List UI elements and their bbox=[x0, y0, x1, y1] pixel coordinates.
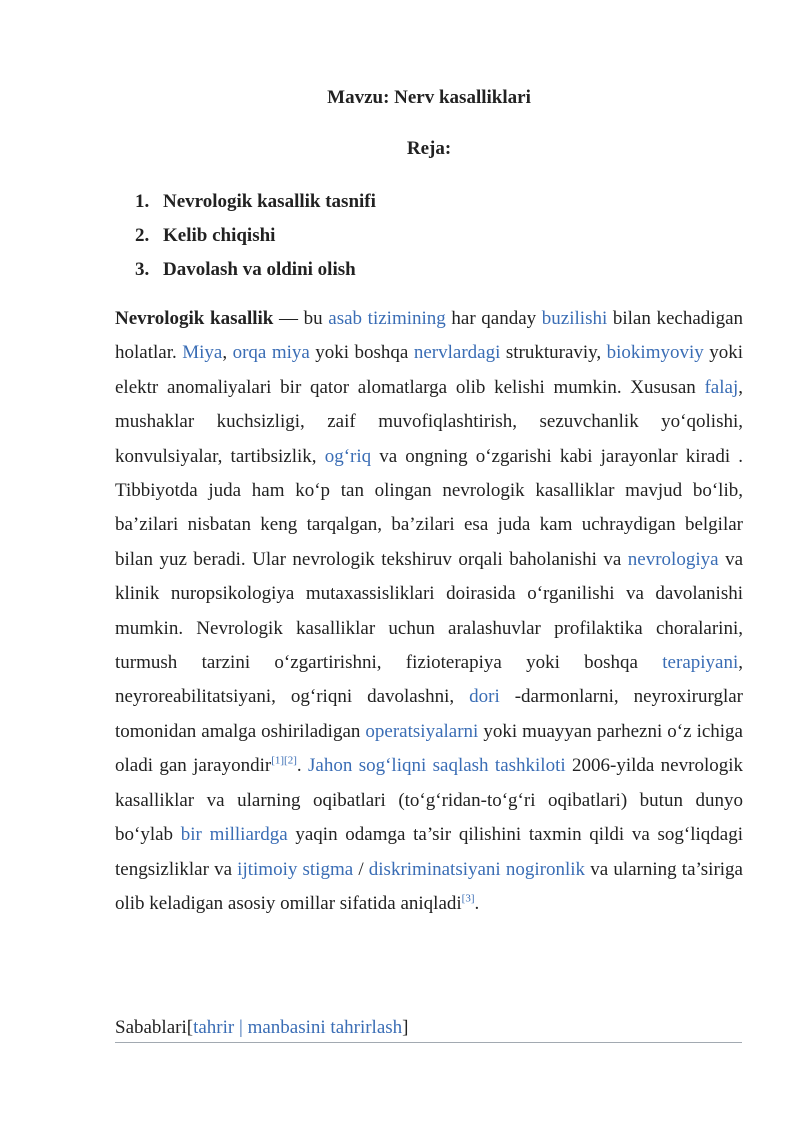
text-run: 2006-yilda nevrologik kasalliklar va ularning oqibatlari (to‘g‘ridan-to‘g‘ri oqibatlari) butun dunyo bo‘ylab bbox=[115, 755, 743, 846]
term-bold: Nevrologik kasallik bbox=[115, 308, 274, 329]
article-body bbox=[115, 302, 743, 921]
text-run: / bbox=[353, 858, 369, 880]
text-run: , mushaklar kuchsizligi, zaif muvofiqlashtirish, sezuvchanlik yo‘qolishi, konvulsiyalar, tartibsizlik, bbox=[115, 376, 743, 467]
text-run: -darmonlarni, neyroxirurglar tomonidan amalga oshiriladigan bbox=[115, 686, 744, 742]
text-run: va ularning ta’siriga olib keladigan asosiy omillar sifatida aniqladi bbox=[115, 858, 743, 914]
text-run: yoki muayyan parhezni o‘z ichiga oladi gan jarayondir bbox=[115, 720, 743, 777]
edit-source-link[interactable]: manbasini tahrirlash bbox=[247, 1017, 403, 1038]
link-ijtimoiy-stigma[interactable]: ijtimoiy stigma bbox=[237, 858, 354, 880]
section-title: Sabablari bbox=[115, 1017, 187, 1038]
footnote-ref-3[interactable]: [3] bbox=[461, 892, 475, 905]
link-miya[interactable]: Miya bbox=[182, 342, 223, 364]
plan-heading: Reja: bbox=[406, 138, 452, 159]
plan-item bbox=[135, 219, 376, 253]
plan-list bbox=[135, 185, 376, 287]
plan-item bbox=[135, 185, 376, 219]
text-run: bilan kechadigan holatlar. bbox=[115, 308, 744, 364]
edit-bracket-open: [ bbox=[186, 1017, 194, 1038]
link-asab[interactable]: asab bbox=[328, 308, 363, 329]
text-run: . bbox=[296, 755, 309, 777]
link-tizimining[interactable]: tizimining bbox=[367, 308, 446, 329]
text-run: strukturaviy, bbox=[500, 342, 607, 364]
link-bir-milliardga[interactable]: bir milliardga bbox=[180, 824, 288, 846]
link-dori[interactable]: dori bbox=[469, 686, 500, 708]
edit-link[interactable]: tahrir bbox=[193, 1017, 235, 1038]
text-run: yaqin odamga ta’sir qilishini taxmin qildi va sog‘liqdagi tengsizliklar va bbox=[115, 824, 743, 880]
plan-item-number: 1. bbox=[135, 191, 150, 212]
plan-item bbox=[135, 253, 376, 287]
edit-bracket-close: ] bbox=[402, 1017, 409, 1038]
section-heading bbox=[115, 1015, 742, 1043]
link-orqa[interactable]: orqa bbox=[232, 342, 267, 364]
link-buzilishi[interactable]: buzilishi bbox=[541, 308, 608, 329]
text-run: . bbox=[474, 892, 480, 914]
link-nogironlik[interactable]: nogironlik bbox=[505, 858, 586, 880]
text-run: yoki boshqa bbox=[309, 342, 414, 364]
link-nevrologiya[interactable]: nevrologiya bbox=[627, 548, 719, 570]
link-ogriq[interactable]: og‘riq bbox=[324, 445, 372, 467]
link-biokimyoviy[interactable]: biokimyoviy bbox=[606, 342, 704, 364]
plan-item-label: Davolash va oldini olish bbox=[163, 259, 356, 280]
plan-item-number: 2. bbox=[135, 225, 150, 246]
text-run: , neyroreabilitatsiyani, og‘riqni davolashni, bbox=[115, 652, 743, 708]
link-terapiyani[interactable]: terapiyani bbox=[662, 652, 739, 674]
link-miya-2[interactable]: miya bbox=[271, 342, 310, 364]
text-run: — bu bbox=[273, 308, 329, 329]
link-falaj[interactable]: falaj bbox=[704, 376, 739, 398]
footnote-ref-1-2[interactable]: [1][2] bbox=[271, 754, 297, 767]
article-paragraph bbox=[115, 302, 743, 921]
document-title: Mavzu: Nerv kasalliklari bbox=[327, 87, 531, 108]
text-run: , bbox=[222, 342, 233, 364]
link-jahon-sogliqni-saqlash-tashkiloti[interactable]: Jahon sog‘liqni saqlash tashkiloti bbox=[308, 755, 566, 777]
text-run: har qanday bbox=[445, 308, 542, 329]
edit-separator: | bbox=[234, 1017, 248, 1038]
text-run: va klinik nuropsikologiya mutaxassisliklari doirasida o‘rganilishi va davolanishi mumkin. Nevrologik kasalliklar uchun aralashuvlar profilaktika choralarini, turmush tarzini o‘zgartirishni, fizioterapiya yoki boshqa bbox=[115, 548, 743, 674]
plan-item-label: Nevrologik kasallik tasnifi bbox=[163, 191, 376, 212]
link-diskriminatsiyani[interactable]: diskriminatsiyani bbox=[368, 858, 501, 880]
link-nervlardagi[interactable]: nervlardagi bbox=[413, 342, 501, 364]
text-run: yoki elektr anomaliyalari bir qator alomatlarga olib kelishi mumkin. Xususan bbox=[115, 342, 744, 398]
text-run: va ongning o‘zgarishi kabi jarayonlar kiradi . Tibbiyotda juda ham ko‘p tan olingan nevrologik kasalliklar mavjud bo‘lib, ba’zilari nisbatan keng tarqalgan, ba’zilari esa juda kam uchraydigan belgilar bilan yuz beradi. Ular nevrologik tekshiruv orqali baholanishi va bbox=[115, 445, 743, 570]
plan-item-number: 3. bbox=[135, 259, 150, 280]
link-operatsiyalarni[interactable]: operatsiyalarni bbox=[365, 720, 479, 742]
plan-item-label: Kelib chiqishi bbox=[163, 225, 276, 246]
